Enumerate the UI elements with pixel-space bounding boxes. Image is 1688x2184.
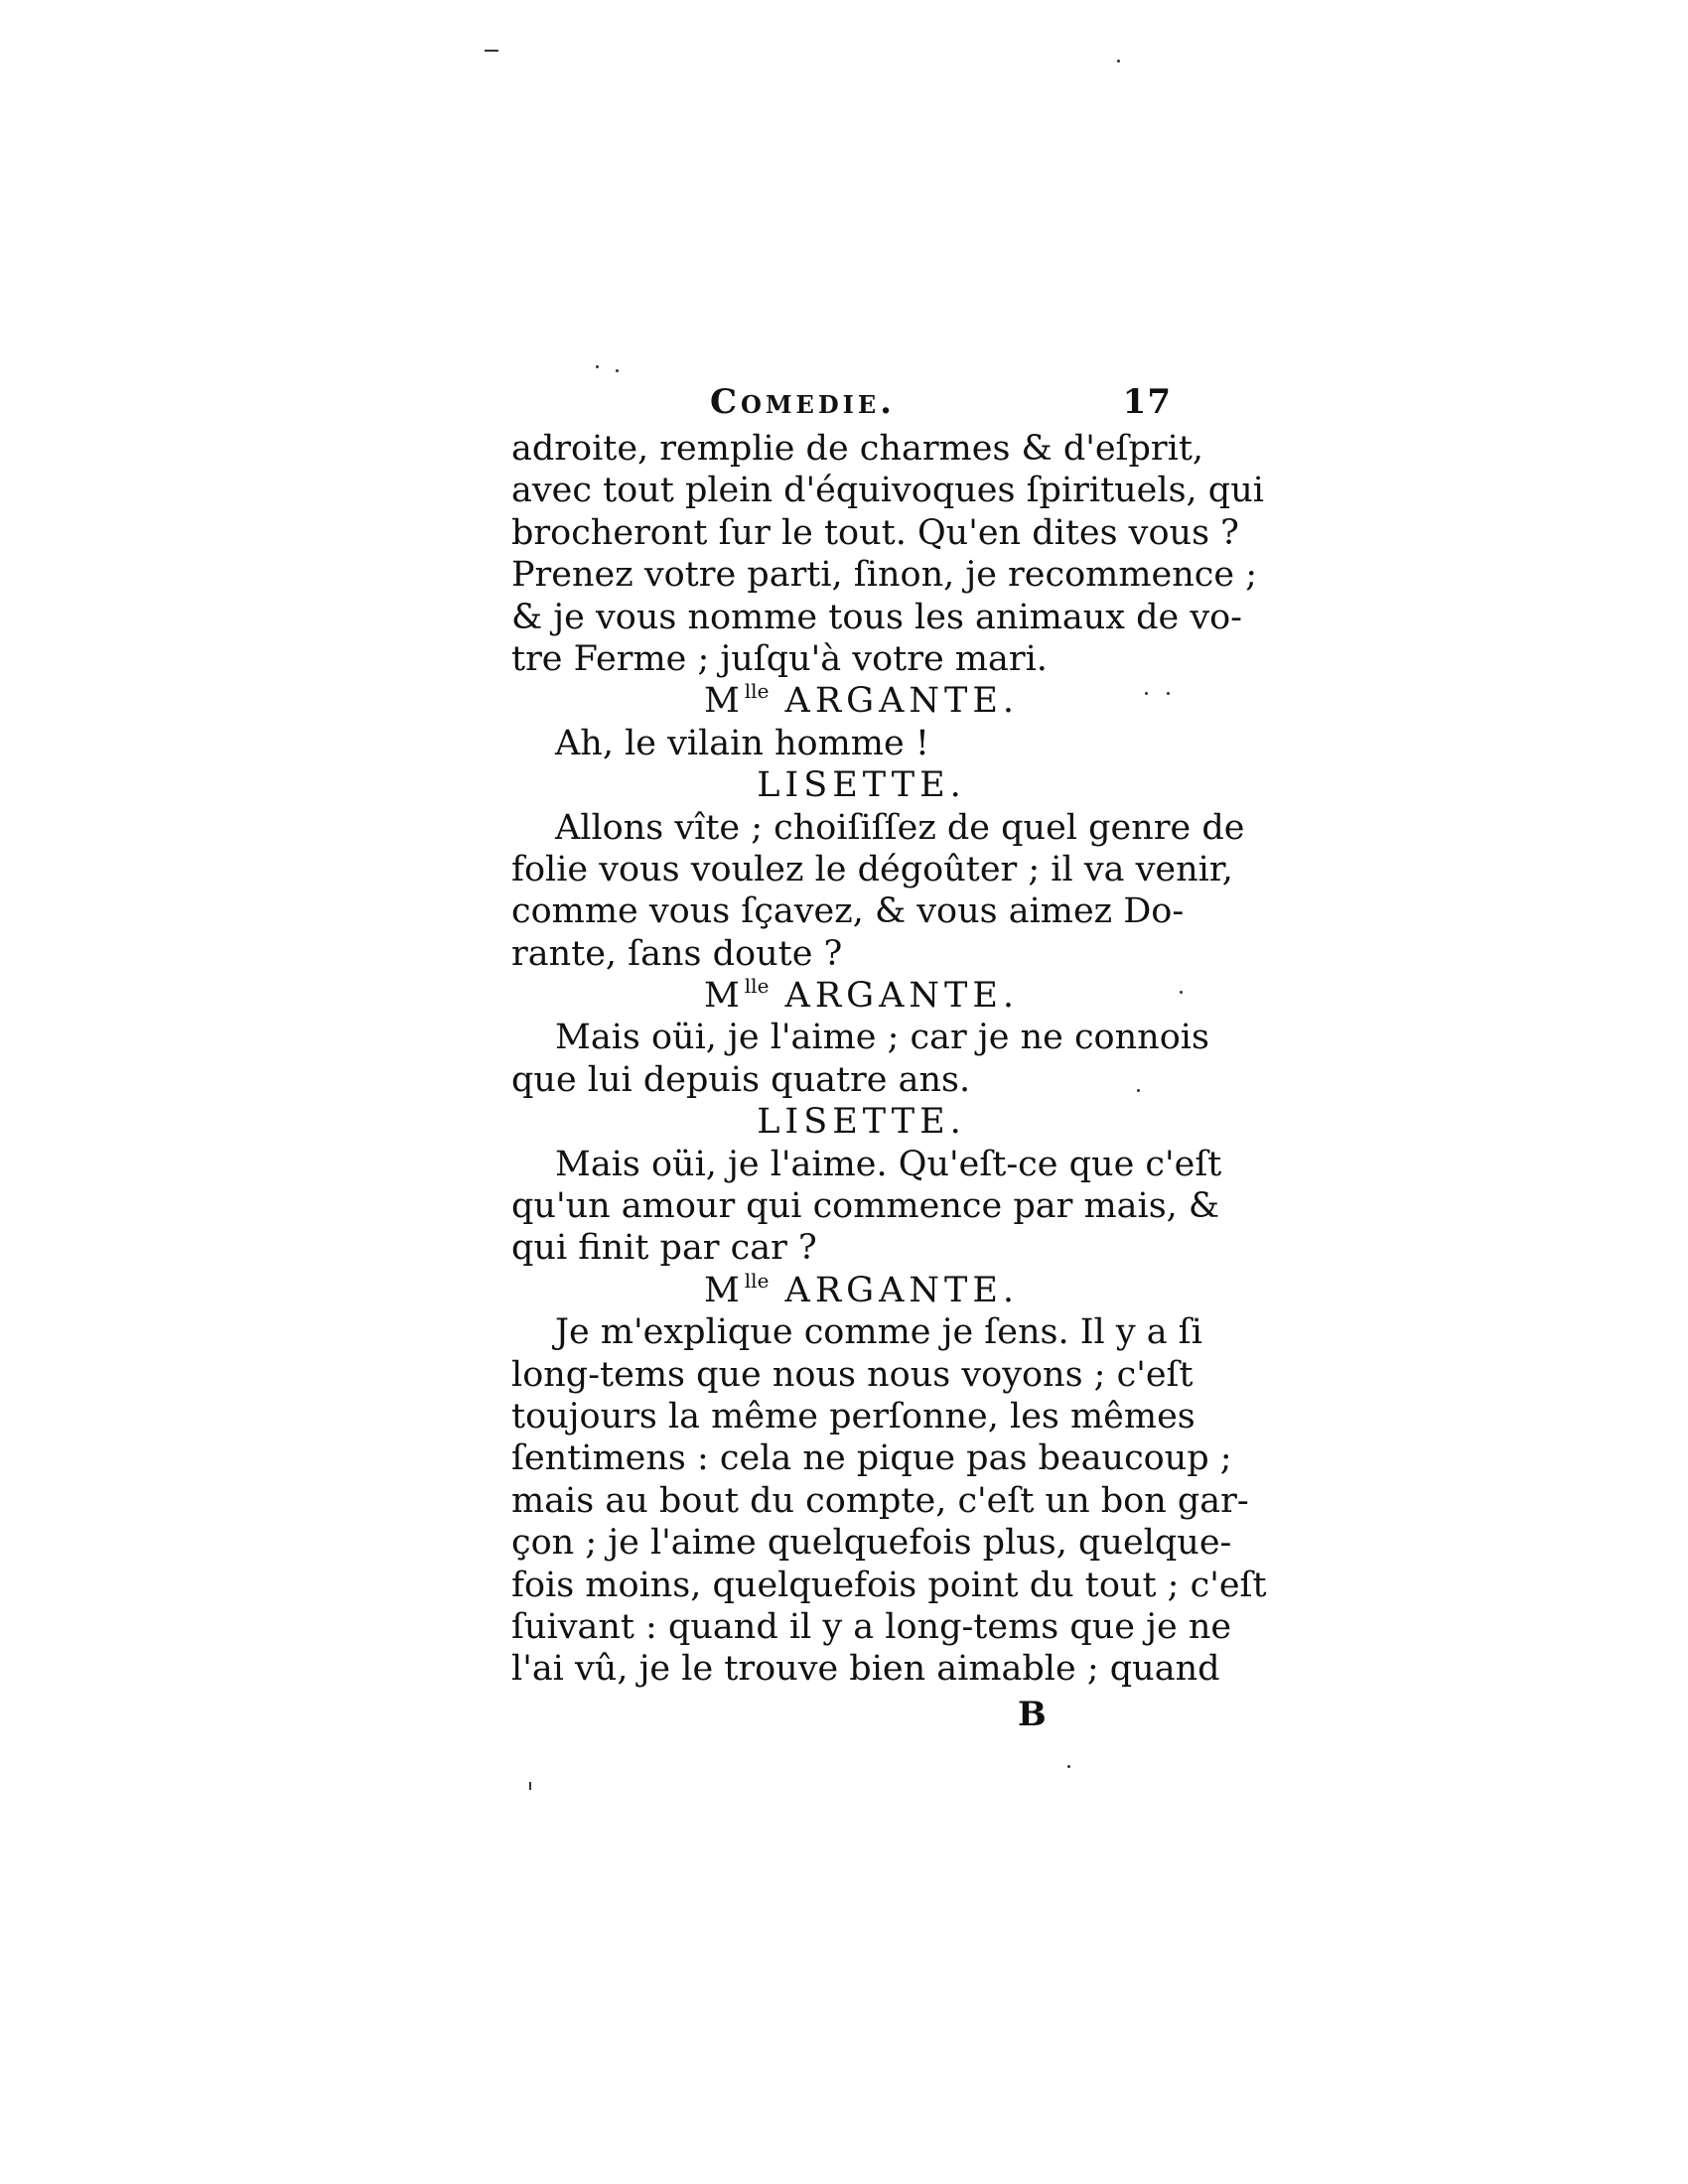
text-line: rante, ſans doute ?	[511, 933, 843, 974]
text-line: toujours la même perſonne, les mêmes	[511, 1396, 1196, 1436]
speaker-heading	[511, 680, 1172, 722]
print-speck	[1117, 60, 1120, 63]
text-line: tre Ferme ; juſqu'à votre mari.	[511, 638, 1048, 679]
text-line: fois moins, quelquefois point du tout ; c'eſt	[511, 1565, 1267, 1605]
print-speck	[596, 365, 599, 368]
text-line: Prenez votre parti, ſinon, je recommence ;	[511, 555, 1258, 596]
signature-letter: B	[1018, 1694, 1047, 1734]
print-speck	[616, 369, 619, 372]
speaker-heading	[511, 764, 1172, 806]
speaker-title-prefix: M	[703, 681, 745, 722]
text-line: Mais oüi, je l'aime. Qu'eſt-ce que c'eſt	[555, 1144, 1222, 1184]
text-line: Allons vîte ; choiſiſſez de quel genre de	[555, 807, 1245, 848]
text-line: avec tout plein d'équivoques ſpirituels, qui	[511, 471, 1264, 511]
text-line: comme vous ſçavez, & vous aimez Do-	[511, 891, 1185, 932]
running-head	[511, 380, 1172, 428]
text-line: adroite, remplie de charmes & d'eſprit,	[511, 429, 1204, 469]
page-number: 17	[1122, 382, 1172, 422]
speaker-title-superscript: lle	[744, 679, 770, 704]
text-line: ſentimens : cela ne pique pas beaucoup ;	[511, 1438, 1232, 1479]
speaker-heading	[511, 1270, 1172, 1311]
print-speck	[529, 1782, 531, 1790]
text-line: l'ai vû, je le trouve bien aimable ; quand	[511, 1649, 1220, 1690]
speaker-title-prefix: M	[703, 976, 745, 1017]
text-line: folie vous voulez le dégoûter ; il va venir,	[511, 849, 1233, 889]
text-line: mais au bout du compte, c'eſt un bon gar-	[511, 1480, 1249, 1521]
text-line: çon ; je l'aime quelquefois plus, quelque-	[511, 1523, 1232, 1564]
speaker-name: ARGANTE.	[769, 1270, 1020, 1310]
print-speck	[485, 50, 498, 52]
text-line: long-tems que nous nous voyons ; c'eſt	[511, 1354, 1194, 1395]
text-line: qui finit par car ?	[511, 1228, 817, 1269]
print-speck	[1180, 991, 1183, 994]
text-line: qu'un amour qui commence par mais, &	[511, 1186, 1220, 1227]
speaker-heading	[511, 975, 1172, 1017]
text-line: & je vous nomme tous les animaux de vo-	[511, 597, 1243, 637]
speaker-title-superscript: lle	[744, 974, 770, 999]
speaker-title-prefix: M	[703, 1270, 745, 1310]
signature-mark	[511, 1691, 1172, 1738]
speaker-name: LISETTE.	[757, 765, 966, 806]
text-line: ſuivant : quand il y a long-tems que je ne	[511, 1606, 1232, 1647]
running-title: Comedie.	[710, 382, 896, 422]
speaker-name: ARGANTE.	[769, 681, 1020, 722]
text-line: Ah, le vilain homme !	[555, 723, 929, 763]
speaker-name: ARGANTE.	[769, 976, 1020, 1017]
text-line: que lui depuis quatre ans.	[511, 1059, 971, 1100]
text-block	[511, 380, 1267, 1738]
text-line: brocheront ſur le tout. Qu'en dites vous ?	[511, 512, 1239, 553]
text-line: Mais oüi, je l'aime ; car je ne connois	[555, 1018, 1209, 1058]
body-text	[511, 428, 1267, 1691]
speaker-name: LISETTE.	[757, 1102, 966, 1143]
speaker-heading	[511, 1101, 1172, 1143]
text-line: Je m'explique comme je ſens. Il y a ſi	[555, 1312, 1202, 1353]
print-speck	[1067, 1765, 1070, 1768]
speaker-title-superscript: lle	[744, 1268, 770, 1293]
